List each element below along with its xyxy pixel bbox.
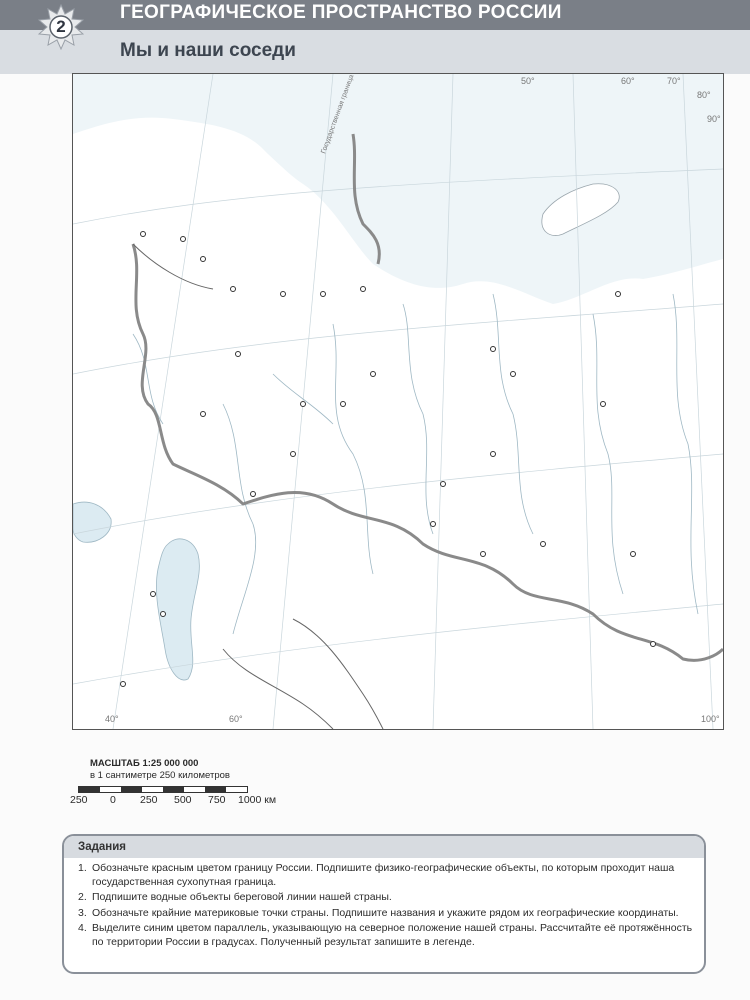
task-number: 2. [78, 891, 87, 903]
task-text: Подпишите водные объекты береговой линии нашей страны. [92, 891, 392, 903]
scale-tick: 250 [140, 794, 158, 806]
tasks-header [64, 836, 704, 858]
scale-bar [78, 786, 248, 793]
degree-label: 100° [701, 714, 720, 724]
degree-label: 90° [707, 114, 721, 124]
task-item [78, 862, 694, 889]
task-item [78, 891, 694, 905]
scale-tick: 0 [110, 794, 116, 806]
scale-tick: 500 [174, 794, 192, 806]
contour-map [72, 73, 724, 730]
task-text: Обозначьте крайние материковые точки страны. Подпишите названия и укажите рядом их географические координаты. [92, 906, 679, 919]
section-badge [38, 4, 84, 50]
scale-title: МАСШТАБ 1:25 000 000 [90, 758, 199, 769]
border-label: Государственная граница [320, 74, 356, 155]
scale-tick: 1000 км [238, 794, 277, 806]
degree-label: 40° [105, 714, 119, 724]
tasks-list [78, 862, 694, 951]
task-item [78, 922, 694, 949]
section-number: 2 [56, 17, 66, 36]
task-text: Обозначьте красным цветом границу России. Подпишите физико-географические объекты, по которым проходит наша государственная сухопутная граница. [92, 862, 675, 888]
degree-label: 80° [697, 90, 711, 100]
scale-ticks [70, 794, 300, 808]
task-item [78, 907, 694, 921]
task-number: 3. [78, 906, 87, 919]
degree-label: 60° [621, 76, 635, 86]
task-text: Выделите синим цветом параллель, указывающую на северное положение нашей страны. Рассчитайте её протяжённость по территории России в градусах. Полученный результат запишите в легенде. [92, 922, 693, 948]
scale-tick: 250 [70, 794, 88, 806]
tasks-box [62, 834, 706, 974]
novaya-zemlya [542, 184, 619, 236]
map-drawing [73, 74, 723, 729]
task-number: 4. [78, 922, 87, 934]
degree-label: 70° [667, 76, 681, 86]
degree-label: 60° [229, 714, 243, 724]
scale-tick: 750 [208, 794, 226, 806]
tasks-title: Задания [78, 841, 127, 853]
scale-text: в 1 сантиметре 250 километров [90, 770, 230, 781]
page-subtitle: Мы и наши соседи [120, 40, 296, 61]
section-title: ГЕОГРАФИЧЕСКОЕ ПРОСТРАНСТВО РОССИИ [120, 2, 562, 23]
task-number: 1. [78, 862, 87, 874]
degree-label: 50° [521, 76, 535, 86]
